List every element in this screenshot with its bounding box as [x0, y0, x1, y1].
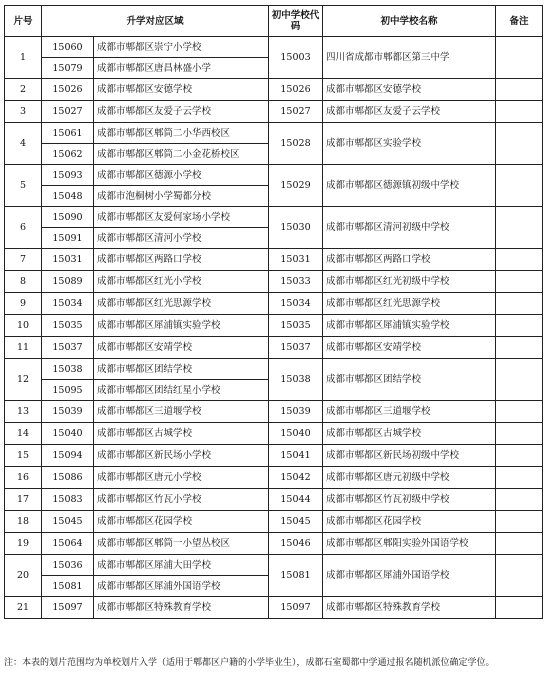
primary-school-name: 成都市郫都区三道堰学校 [94, 401, 269, 423]
note-cell [496, 249, 543, 271]
primary-school-code: 15040 [42, 423, 94, 445]
note-cell [496, 337, 543, 359]
zone-number: 18 [5, 511, 42, 533]
zone-number: 4 [5, 123, 42, 165]
middle-school-name: 成都市郫都区红光初级中学校 [323, 271, 496, 293]
primary-school-name: 成都市郫都区清河小学校 [94, 228, 269, 249]
middle-school-code: 15029 [269, 165, 323, 207]
primary-school-code: 15079 [42, 58, 94, 79]
primary-school-name: 成都市郫都区红光小学校 [94, 271, 269, 293]
primary-school-name: 成都市郫都区两路口学校 [94, 249, 269, 271]
zone-number: 14 [5, 423, 42, 445]
footnote: 注：本表的划片范围均为单校划片入学（适用于郫都区户籍的小学毕业生），成都石室蜀都中学通过报名随机派位确定学位。 [4, 658, 495, 668]
middle-school-code: 15028 [269, 123, 323, 165]
table-row [5, 533, 543, 555]
header-row [5, 6, 543, 37]
note-cell [496, 359, 543, 401]
middle-school-name: 成都市郫都区友爱子云学校 [323, 101, 496, 123]
middle-school-code: 15081 [269, 555, 323, 597]
header-area: 升学对应区域 [42, 6, 269, 37]
primary-school-code: 15090 [42, 207, 94, 228]
header-middle-code: 初中学校代码 [269, 6, 323, 37]
note-cell [496, 207, 543, 249]
note-cell [496, 79, 543, 101]
header-middle-name: 初中学校名称 [323, 6, 496, 37]
table-body [5, 37, 543, 619]
note-cell [496, 445, 543, 467]
middle-school-name: 成都市郫都区团结学校 [323, 359, 496, 401]
note-cell [496, 271, 543, 293]
primary-school-code: 15034 [42, 293, 94, 315]
middle-school-name: 成都市郫都区新民场初级中学校 [323, 445, 496, 467]
table-row [5, 359, 543, 380]
primary-school-name: 成都市郫都区友爱何家场小学校 [94, 207, 269, 228]
primary-school-code: 15093 [42, 165, 94, 186]
zone-number: 17 [5, 489, 42, 511]
middle-school-name: 成都市郫都区竹瓦初级中学校 [323, 489, 496, 511]
primary-school-name: 成都市郫都区古城学校 [94, 423, 269, 445]
note-cell [496, 401, 543, 423]
table-row [5, 555, 543, 576]
table-row [5, 79, 543, 101]
primary-school-name: 成都市郫都区唐元小学校 [94, 467, 269, 489]
zone-number: 21 [5, 597, 42, 619]
primary-school-name: 成都市郫都区安靖学校 [94, 337, 269, 359]
middle-school-code: 15034 [269, 293, 323, 315]
middle-school-code: 15042 [269, 467, 323, 489]
zone-number: 1 [5, 37, 42, 79]
middle-school-code: 15045 [269, 511, 323, 533]
note-cell [496, 511, 543, 533]
primary-school-name: 成都市郫都区犀浦镇实验学校 [94, 315, 269, 337]
middle-school-name: 成都市郫都区安德学校 [323, 79, 496, 101]
table-row [5, 597, 543, 619]
primary-school-name: 成都市郫都区唐昌林盛小学 [94, 58, 269, 79]
primary-school-code: 15060 [42, 37, 94, 58]
table-row [5, 511, 543, 533]
primary-school-name: 成都市郫都区郫筒一小望丛校区 [94, 533, 269, 555]
primary-school-name: 成都市郫都区团结学校 [94, 359, 269, 380]
middle-school-code: 15039 [269, 401, 323, 423]
primary-school-code: 15039 [42, 401, 94, 423]
zone-number: 15 [5, 445, 42, 467]
middle-school-name: 成都市郫都区花园学校 [323, 511, 496, 533]
middle-school-code: 15097 [269, 597, 323, 619]
primary-school-name: 成都市郫都区崇宁小学校 [94, 37, 269, 58]
table-row [5, 315, 543, 337]
middle-school-name: 成都市郫都区实验学校 [323, 123, 496, 165]
primary-school-code: 15081 [42, 576, 94, 597]
middle-school-code: 15037 [269, 337, 323, 359]
middle-school-name: 成都市郫都区三道堰学校 [323, 401, 496, 423]
middle-school-name: 成都市郫都区两路口学校 [323, 249, 496, 271]
zone-number: 11 [5, 337, 42, 359]
zone-number: 10 [5, 315, 42, 337]
primary-school-name: 成都市郫都区团结红星小学校 [94, 380, 269, 401]
primary-school-name: 成都市郫都区安德学校 [94, 79, 269, 101]
primary-school-code: 15097 [42, 597, 94, 619]
middle-school-code: 15035 [269, 315, 323, 337]
table-row [5, 249, 543, 271]
primary-school-name: 成都市郫都区德源小学校 [94, 165, 269, 186]
zone-number: 19 [5, 533, 42, 555]
note-cell [496, 489, 543, 511]
primary-school-name: 成都市郫都区红光思源学校 [94, 293, 269, 315]
middle-school-code: 15046 [269, 533, 323, 555]
primary-school-name: 成都市郫都区特殊教育学校 [94, 597, 269, 619]
table-row [5, 445, 543, 467]
note-cell [496, 555, 543, 597]
primary-school-name: 成都市郫都区郫筒二小金花桥校区 [94, 144, 269, 165]
zone-number: 12 [5, 359, 42, 401]
zone-number: 2 [5, 79, 42, 101]
middle-school-code: 15027 [269, 101, 323, 123]
middle-school-code: 15003 [269, 37, 323, 79]
table-row [5, 401, 543, 423]
zone-number: 20 [5, 555, 42, 597]
primary-school-name: 成都市郫都区花园学校 [94, 511, 269, 533]
primary-school-code: 15045 [42, 511, 94, 533]
header-num: 片号 [5, 6, 42, 37]
primary-school-code: 15048 [42, 186, 94, 207]
primary-school-code: 15064 [42, 533, 94, 555]
zone-number: 13 [5, 401, 42, 423]
primary-school-name: 成都市郫都区犀浦外国语学校 [94, 576, 269, 597]
middle-school-name: 成都市郫都区古城学校 [323, 423, 496, 445]
table-row [5, 293, 543, 315]
table-row [5, 337, 543, 359]
primary-school-code: 15094 [42, 445, 94, 467]
middle-school-code: 15040 [269, 423, 323, 445]
table-row [5, 423, 543, 445]
primary-school-code: 15036 [42, 555, 94, 576]
primary-school-name: 成都市郫都区竹瓦小学校 [94, 489, 269, 511]
middle-school-code: 15026 [269, 79, 323, 101]
primary-school-code: 15091 [42, 228, 94, 249]
table-row [5, 165, 543, 186]
middle-school-code: 15030 [269, 207, 323, 249]
middle-school-name: 成都市郫都区唐元初级中学校 [323, 467, 496, 489]
primary-school-code: 15035 [42, 315, 94, 337]
primary-school-code: 15027 [42, 101, 94, 123]
note-cell [496, 101, 543, 123]
primary-school-code: 15031 [42, 249, 94, 271]
note-cell [496, 597, 543, 619]
zoning-table [4, 5, 543, 619]
middle-school-name: 成都市郫都区犀浦镇实验学校 [323, 315, 496, 337]
middle-school-name: 成都市郫都区特殊教育学校 [323, 597, 496, 619]
middle-school-name: 成都市郫都区清河初级中学校 [323, 207, 496, 249]
note-cell [496, 293, 543, 315]
primary-school-code: 15037 [42, 337, 94, 359]
middle-school-name: 成都市郫都区红光思源学校 [323, 293, 496, 315]
note-cell [496, 315, 543, 337]
middle-school-code: 15031 [269, 249, 323, 271]
middle-school-name: 四川省成都市郫都区第三中学 [323, 37, 496, 79]
zone-number: 3 [5, 101, 42, 123]
primary-school-code: 15089 [42, 271, 94, 293]
zone-number: 7 [5, 249, 42, 271]
primary-school-code: 15038 [42, 359, 94, 380]
primary-school-name: 成都市泡桐树小学蜀都分校 [94, 186, 269, 207]
table-row [5, 467, 543, 489]
zone-number: 6 [5, 207, 42, 249]
table-row [5, 207, 543, 228]
table-row [5, 101, 543, 123]
primary-school-code: 15086 [42, 467, 94, 489]
middle-school-code: 15033 [269, 271, 323, 293]
middle-school-name: 成都市郫都区安靖学校 [323, 337, 496, 359]
primary-school-name: 成都市郫都区友爱子云学校 [94, 101, 269, 123]
primary-school-code: 15083 [42, 489, 94, 511]
zone-number: 9 [5, 293, 42, 315]
table-row [5, 123, 543, 144]
middle-school-name: 成都市郫都区郫阳实验外国语学校 [323, 533, 496, 555]
zone-number: 5 [5, 165, 42, 207]
primary-school-code: 15026 [42, 79, 94, 101]
table-row [5, 271, 543, 293]
middle-school-code: 15038 [269, 359, 323, 401]
note-cell [496, 123, 543, 165]
primary-school-name: 成都市郫都区犀浦大田学校 [94, 555, 269, 576]
middle-school-name: 成都市郫都区德源镇初级中学校 [323, 165, 496, 207]
middle-school-code: 15044 [269, 489, 323, 511]
note-cell [496, 165, 543, 207]
table-row [5, 37, 543, 58]
header-note: 备注 [496, 6, 543, 37]
primary-school-name: 成都市郫都区新民场小学校 [94, 445, 269, 467]
note-cell [496, 423, 543, 445]
zone-number: 16 [5, 467, 42, 489]
note-cell [496, 467, 543, 489]
primary-school-code: 15061 [42, 123, 94, 144]
primary-school-code: 15062 [42, 144, 94, 165]
note-cell [496, 37, 543, 79]
note-cell [496, 533, 543, 555]
primary-school-code: 15095 [42, 380, 94, 401]
primary-school-name: 成都市郫都区郫筒二小华西校区 [94, 123, 269, 144]
zone-number: 8 [5, 271, 42, 293]
middle-school-name: 成都市郫都区犀浦外国语学校 [323, 555, 496, 597]
middle-school-code: 15041 [269, 445, 323, 467]
table-row [5, 489, 543, 511]
